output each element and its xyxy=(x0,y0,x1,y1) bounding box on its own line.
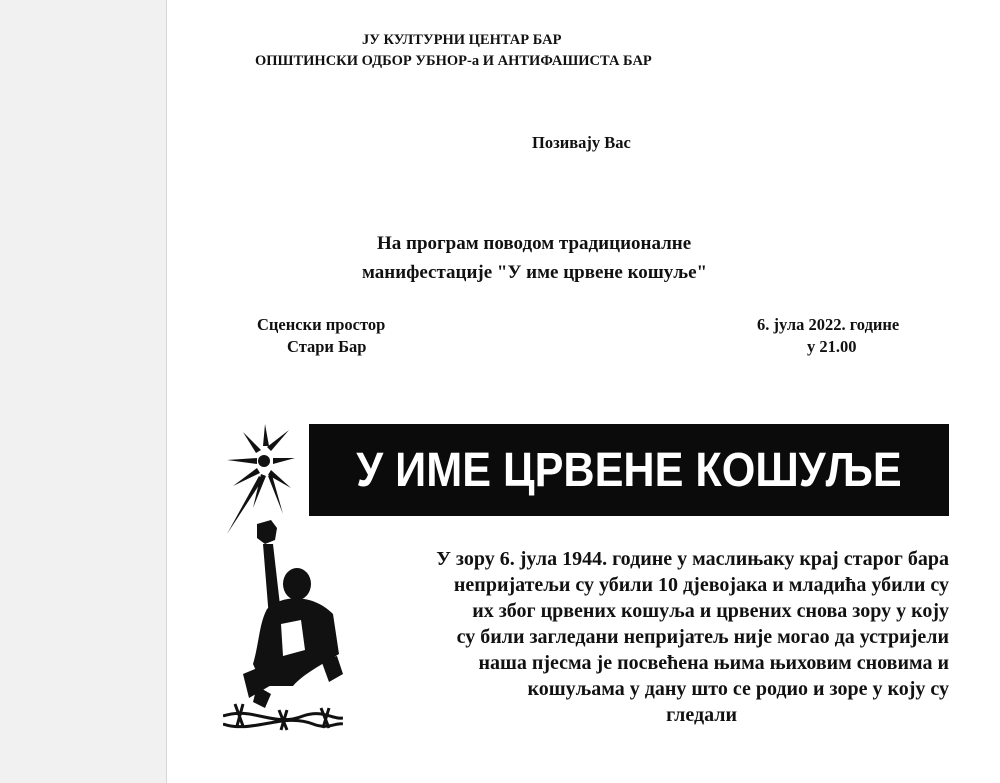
story-line: наша пјесма је посвећена њима њиховим сновима и xyxy=(478,652,949,674)
story-line: их због црвених кошуља и црвених снова зору у коју xyxy=(472,600,949,622)
program-line-1: На програм поводом традиционалне xyxy=(377,233,692,254)
title-banner xyxy=(309,424,949,516)
story-paragraph xyxy=(337,546,949,728)
story-line: непријатељи су убили 10 дјевојака и младића убили су xyxy=(453,574,949,596)
banner-title: У ИМЕ ЦРВЕНЕ КОШУЉЕ xyxy=(356,443,902,497)
story-line: гледали xyxy=(666,704,737,726)
barbed-wire-icon xyxy=(223,704,343,730)
venue-line-2: Стари Бар xyxy=(287,337,367,356)
story-line: су били загледани непријатељ није могао да устријели xyxy=(456,626,949,648)
story-line: У зору 6. јула 1944. године у маслињаку крај старог бара xyxy=(436,548,949,570)
organization-line-1: ЈУ КУЛТУРНИ ЦЕНТАР БАР xyxy=(362,32,562,48)
document-page xyxy=(166,0,1000,783)
program-line-2: манифестације "У име црвене кошуље" xyxy=(362,262,708,283)
venue-line-1: Сценски простор xyxy=(257,315,386,334)
figure-body-icon xyxy=(243,568,343,708)
event-time: у 21.00 xyxy=(807,337,857,356)
event-date: 6. јула 2022. године xyxy=(757,315,900,334)
invitation-heading: Позивају Вас xyxy=(532,133,631,152)
star-burst-icon xyxy=(227,424,295,534)
story-line: кошуљама у дану што се родио и зоре у коју су xyxy=(527,678,949,700)
organization-line-2: ОПШТИНСКИ ОДБОР УБНОР-а И АНТИФАШИСТА БАР xyxy=(255,53,652,69)
